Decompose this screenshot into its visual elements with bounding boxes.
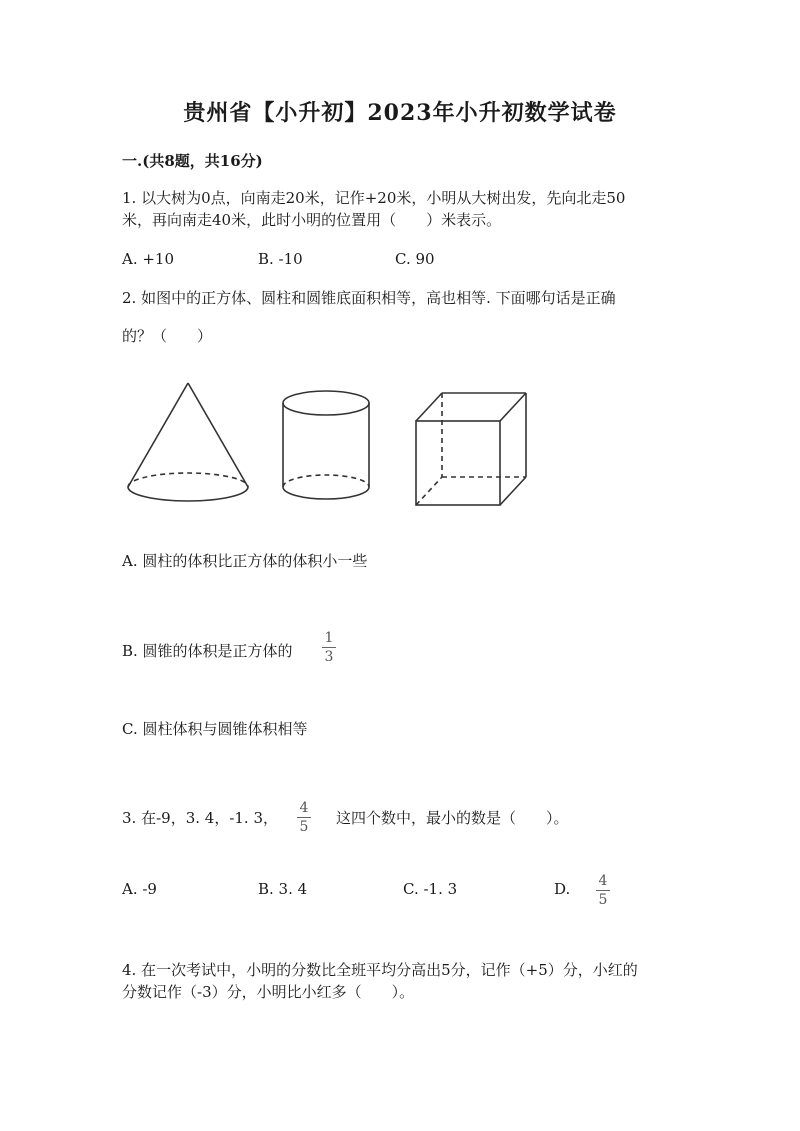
cube-icon xyxy=(416,393,526,505)
question-2-line-2: 的？（ ） xyxy=(122,327,213,345)
question-2-line-1: 2. 如图中的正方体、圆柱和圆锥底面积相等，高也相等. 下面哪句话是正确 xyxy=(122,289,616,307)
section-heading: 一.(共8题，共16分) xyxy=(122,152,263,170)
fraction-numerator: 4 xyxy=(598,873,608,889)
question-3-suffix: 这四个数中，最小的数是（ ）。 xyxy=(336,809,569,827)
cone-icon xyxy=(128,383,248,501)
question-3-option-b: B. 3. 4 xyxy=(258,880,308,898)
question-1-option-c: C. 90 xyxy=(395,250,435,268)
question-2-option-b: B. 圆锥的体积是正方体的 xyxy=(122,642,293,660)
question-3-prefix: 3. 在-9，3. 4，-1. 3， xyxy=(122,809,279,827)
question-1-line-1: 1. 以大树为0点，向南走20米，记作+20米，小明从大树出发，先向北走50 xyxy=(122,189,626,207)
question-4-line-1: 4. 在一次考试中，小明的分数比全班平均分高出5分，记作（+5）分，小红的 xyxy=(122,961,638,979)
question-1-option-b: B. -10 xyxy=(258,250,303,268)
fraction-one-third xyxy=(322,630,336,665)
fraction-numerator: 1 xyxy=(324,630,334,646)
question-1-option-a: A. +10 xyxy=(122,250,175,268)
question-3-option-a: A. -9 xyxy=(122,880,157,898)
page-title: 贵州省【小升初】2023年小升初数学试卷 xyxy=(183,100,617,126)
fraction-numerator: 4 xyxy=(299,800,309,816)
question-3-option-d: D. xyxy=(554,880,571,898)
fraction-denominator: 5 xyxy=(598,892,608,908)
fraction-four-fifths xyxy=(297,800,311,835)
cylinder-icon xyxy=(283,391,369,499)
fraction-denominator: 3 xyxy=(324,649,334,665)
fraction-denominator: 5 xyxy=(299,819,309,835)
question-4-line-2: 分数记作（-3）分，小明比小红多（ ）。 xyxy=(122,983,415,1001)
fraction-four-fifths xyxy=(596,873,610,908)
question-3-option-c: C. -1. 3 xyxy=(403,880,458,898)
question-2-option-a: A. 圆柱的体积比正方体的体积小一些 xyxy=(122,552,368,570)
geometry-figure xyxy=(120,375,540,515)
question-1-line-2: 米，再向南走40米，此时小明的位置用（ ）米表示。 xyxy=(122,211,502,229)
question-2-option-c: C. 圆柱体积与圆锥体积相等 xyxy=(122,720,308,738)
